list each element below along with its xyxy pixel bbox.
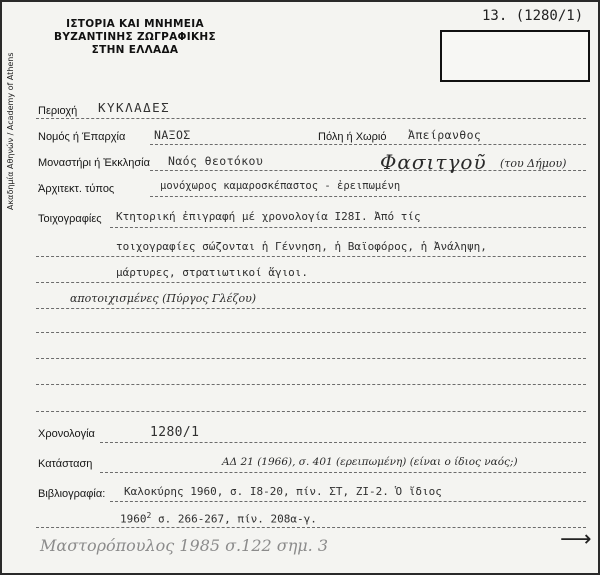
architektonikos-value: μονόχωρος καμαροσκέπαστος - ἐρειπωμένη (160, 180, 401, 192)
rule-line (36, 118, 586, 119)
rule-line (36, 411, 586, 412)
arrow-right-icon: ⟶ (560, 527, 592, 552)
reference-number: 13. (1280/1) (482, 8, 584, 24)
nomos-label: Νομός ή Έπαρχία (38, 131, 126, 143)
reference-box (440, 30, 590, 82)
chronologia-label: Χρονολογία (38, 428, 95, 440)
archive-header (40, 18, 230, 57)
rule-line (36, 308, 586, 309)
nomos-value: ΝΑΞΟΣ (154, 128, 191, 142)
periochi-value: ΚΥΚΛΑΔΕΣ (98, 100, 171, 115)
toixografies-line-1: Κτητορική ἐπιγραφή μέ χρονολογία Ι28Ι. Ἀπό τίς (116, 210, 421, 223)
vivliografia-label: Βιβλιογραφία: (38, 488, 106, 500)
katastasi-label: Κατάσταση (38, 458, 93, 470)
chronologia-value: 1280/1 (150, 425, 200, 440)
header-line-1: ΙΣΤΟΡΙΑ ΚΑΙ ΜΝΗΜΕΙΑ (66, 18, 204, 30)
bottom-hand-note: Μαστορόπουλος 1985 σ.122 σημ. 3 (40, 536, 329, 555)
vivliografia-line-1: Καλοκύρης 1960, σ. Ι8-20, πίν. ΣΤ, ΖΙ-2. Ὁ ἴδιος (124, 485, 442, 498)
toixografies-line-3: μάρτυρες, στρατιωτικοί ἅγιοι. (116, 266, 309, 279)
toixografies-line-2: τοιχογραφίες σώζονται ἡ Γέννηση, ἡ Βαϊοφόρος, ἡ Ἀνάληψη, (116, 240, 487, 253)
architektonikos-label: Ἀρχιτεκτ. τύπος (38, 183, 115, 195)
moni-label: Μοναστήρι ή Ἐκκλησία (38, 157, 150, 169)
rule-line (150, 144, 586, 145)
rule-line (36, 282, 586, 283)
katastasi-value: ΑΔ 21 (1966), σ. 401 (ερειπωμένη) (είναι ο ίδιος ναός;) (222, 456, 518, 468)
poli-value: Ἀπείρανθος (408, 128, 482, 142)
rule-line (150, 170, 586, 171)
rule-line (36, 358, 586, 359)
rule-line (110, 227, 586, 228)
header-line-2: ΒΥΖΑΝΤΙΝΗΣ ΖΩΓΡΑΦΙΚΗΣ (54, 31, 216, 43)
rule-line (100, 472, 586, 473)
rule-line (36, 332, 586, 333)
toixografies-hand-note: αποτοιχισμένες (Πύργος Γλέζου) (70, 292, 257, 305)
academy-credit: Ακαδημία Αθηνών / Academy of Athens (6, 52, 15, 210)
moni-hand-note: (του Δήμου) (500, 157, 567, 170)
vivliografia-pages: σ. 266-267, πίν. 208α-γ. (157, 512, 317, 526)
poli-label: Πόλη ή Χωριό (318, 131, 387, 143)
rule-line (36, 384, 586, 385)
vivliografia-edition: 2 (146, 511, 152, 520)
periochi-label: Περιοχή (38, 105, 78, 117)
rule-line (110, 501, 586, 502)
rule-line (36, 527, 586, 528)
header-line-3: ΣΤΗΝ ΕΛΛΑΔΑ (91, 44, 179, 56)
vivliografia-year: 1960 (120, 512, 147, 526)
moni-value: Ναός θεοτόκου (168, 154, 264, 168)
rule-line (36, 256, 586, 257)
rule-line (150, 196, 586, 197)
moni-hand-name: Φασιτγοῦ (380, 150, 487, 174)
toixografies-label: Τοιχογραφίες (38, 213, 102, 225)
vivliografia-line-2 (120, 511, 317, 526)
rule-line (100, 442, 586, 443)
